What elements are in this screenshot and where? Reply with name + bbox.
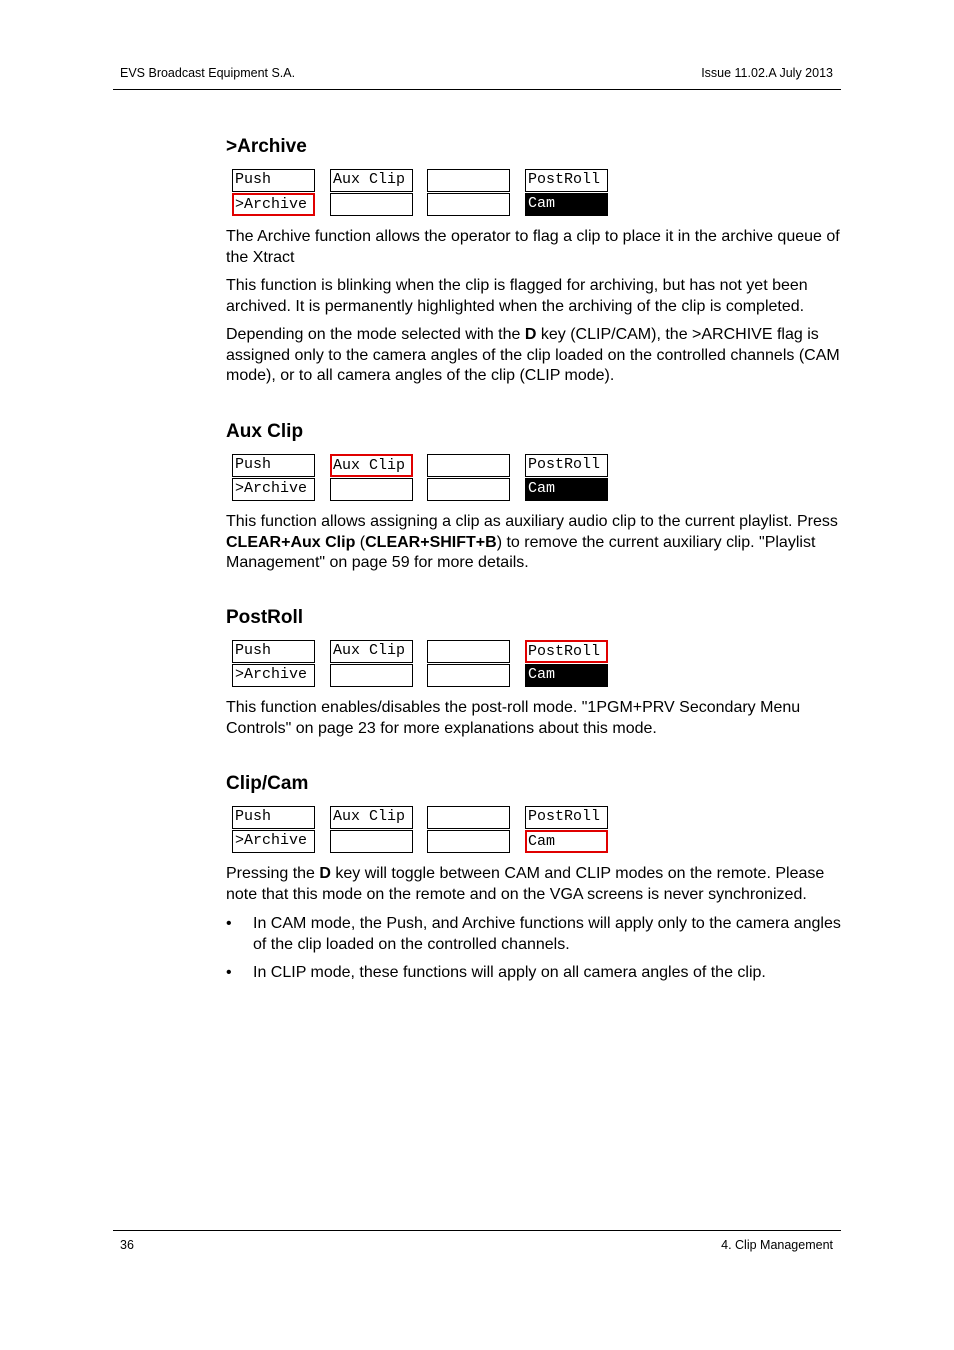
bullet-marker: • <box>226 964 232 981</box>
paragraph <box>226 227 842 268</box>
panel-cell-empty <box>427 169 510 192</box>
panel-cell-empty <box>330 664 413 687</box>
list-item-text: In CAM mode, the Push, and Archive functions will apply only to the camera angles of the clip loaded on the controlled channels. <box>253 915 841 953</box>
section-title: Aux Clip <box>226 421 304 442</box>
panel-cell-cam: Cam <box>525 193 608 216</box>
panel-cell-cam: Cam <box>525 478 608 501</box>
section-body <box>226 698 842 739</box>
section-archive <box>226 135 842 387</box>
text-run: This function allows assigning a clip as auxiliary audio clip to the current playlist. Press <box>226 513 838 530</box>
section-body <box>226 227 842 387</box>
panel-cell-archive-highlighted: >Archive <box>232 193 315 216</box>
section-title: Clip/Cam <box>226 773 309 794</box>
panel-cell-postroll-highlighted: PostRoll <box>525 640 608 663</box>
footer-rule <box>113 1230 841 1231</box>
section-clip-cam <box>226 772 842 984</box>
section-postroll <box>226 606 842 739</box>
button-panel <box>226 640 842 688</box>
page-number: 36 <box>120 1238 134 1252</box>
panel-cell-aux-clip: Aux Clip <box>330 169 413 192</box>
section-title: PostRoll <box>226 607 304 628</box>
key-name: D <box>319 865 331 882</box>
panel-cell-aux-clip: Aux Clip <box>330 806 413 829</box>
panel-cell-aux-clip: Aux Clip <box>330 640 413 663</box>
list-item <box>226 914 842 955</box>
list-item <box>226 963 842 984</box>
footer-chapter: 4. Clip Management <box>721 1238 833 1252</box>
button-panel <box>226 454 842 502</box>
text-run: Depending on the mode selected with the <box>226 326 525 343</box>
key-name: D <box>524 326 537 343</box>
text-run: ( <box>355 533 366 551</box>
panel-cell-archive: >Archive <box>232 830 315 853</box>
panel-cell-empty <box>330 478 413 501</box>
header-rule <box>113 89 841 90</box>
section-body <box>226 864 842 984</box>
panel-cell-empty <box>427 454 510 477</box>
list-item-text: In CLIP mode, these functions will apply on all camera angles of the clip. <box>253 964 766 981</box>
section-aux-clip <box>226 420 842 574</box>
bullet-marker: • <box>226 915 232 932</box>
panel-cell-push: Push <box>232 806 315 829</box>
panel-cell-postroll: PostRoll <box>525 169 608 192</box>
panel-cell-empty <box>427 830 510 853</box>
text-run: This function is blinking when the clip is flagged for archiving, but has not yet been archived. It is permanently highlighted when the archiving of the clip is completed. <box>226 277 808 315</box>
panel-cell-push: Push <box>232 640 315 663</box>
text-run: This function enables/disables the post-roll mode. "1PGM+PRV Secondary Menu Controls" on page 23 for more explanations about this mode. <box>226 699 801 737</box>
bullet-list <box>226 914 842 984</box>
panel-cell-aux-clip-highlighted: Aux Clip <box>330 454 413 477</box>
panel-cell-empty <box>427 193 510 216</box>
button-panel <box>226 169 842 217</box>
text-run: Pressing the <box>226 865 320 882</box>
panel-cell-push: Push <box>232 454 315 477</box>
paragraph <box>226 698 842 739</box>
panel-cell-archive: >Archive <box>232 478 315 501</box>
key-combo: CLEAR+Aux Clip <box>226 533 356 551</box>
panel-cell-archive: >Archive <box>232 664 315 687</box>
text-run: ) to remove the current auxiliary clip. "Playlist Management" on page 59 for more details. <box>226 533 816 571</box>
panel-cell-empty <box>427 664 510 687</box>
panel-cell-cam: Cam <box>525 664 608 687</box>
panel-cell-empty <box>427 806 510 829</box>
paragraph <box>226 325 842 387</box>
panel-cell-empty <box>427 640 510 663</box>
button-panel <box>226 806 842 854</box>
header-issue: Issue 11.02.A July 2013 <box>701 66 833 80</box>
paragraph <box>226 864 842 905</box>
text-run: key (CLIP/CAM), the >ARCHIVE flag is assigned only to the camera angles of the clip loaded on the controlled channels (CAM mode), or to all camera angles of the clip (CLIP mode). <box>226 326 840 384</box>
text-run: key will toggle between CAM and CLIP modes on the remote. Please note that this mode on the remote and on the VGA screens is never synchronized. <box>226 865 825 903</box>
paragraph <box>226 512 842 574</box>
panel-cell-postroll: PostRoll <box>525 454 608 477</box>
panel-cell-empty <box>330 193 413 216</box>
panel-cell-push: Push <box>232 169 315 192</box>
panel-cell-empty <box>427 478 510 501</box>
paragraph <box>226 276 842 317</box>
section-body <box>226 512 842 574</box>
section-title: >Archive <box>226 136 307 157</box>
panel-cell-postroll: PostRoll <box>525 806 608 829</box>
header-company: EVS Broadcast Equipment S.A. <box>120 66 296 80</box>
text-run: The Archive function allows the operator to flag a clip to place it in the archive queue of the Xtract <box>226 228 840 266</box>
panel-cell-empty <box>330 830 413 853</box>
panel-cell-cam-highlighted: Cam <box>525 830 608 853</box>
key-combo: CLEAR+SHIFT+B <box>365 533 497 551</box>
